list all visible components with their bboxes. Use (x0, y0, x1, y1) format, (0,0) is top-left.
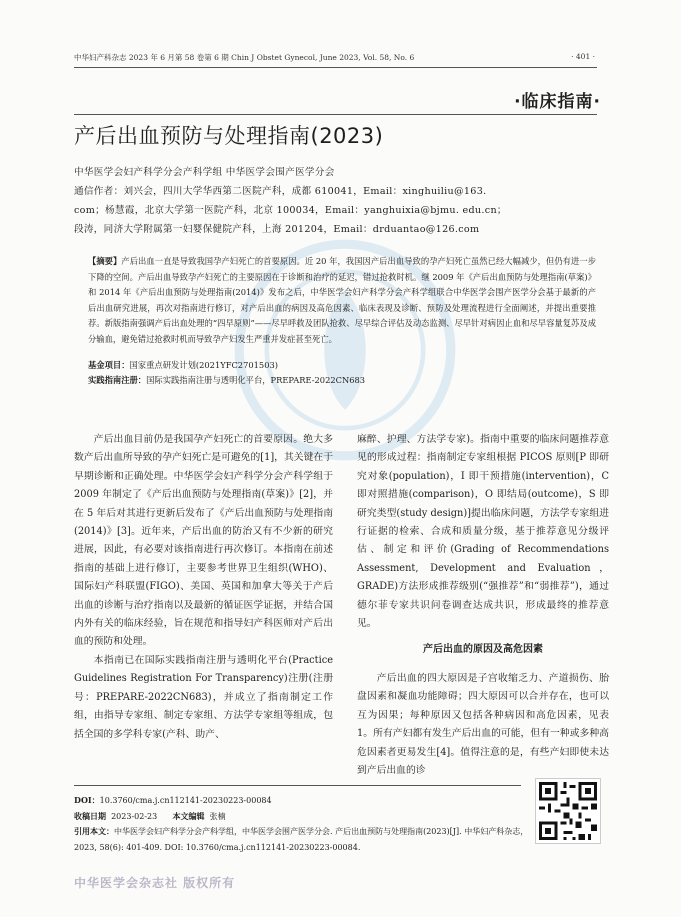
body-column-left (74, 431, 333, 744)
abstract (88, 254, 596, 348)
registration-value: 国际实践指南注册与透明化平台，PREPARE-2022CN683 (146, 375, 366, 386)
author-block (74, 163, 604, 239)
received-label: 收稿日期 (74, 810, 106, 821)
section-heading: 产后出血的原因及高危因素 (423, 644, 543, 656)
funding-label: 基金项目： (88, 360, 130, 370)
funding-value: 国家重点研发计划(2021YFC2701503) (129, 360, 278, 370)
registration-label: 实践指南注册： (88, 375, 147, 386)
author-line: com；杨慧霞，北京大学第一医院产科，北京 100034，Email：yanghuixia@bjmu. edu.cn； (74, 205, 507, 216)
footnote-block (74, 793, 529, 855)
funding-block (88, 358, 596, 389)
body-paragraph: 产后出血的四大原因是子宫收缩乏力、产道损伤、胎盘因素和凝血功能障碍；四大原因可以合并存在，也可以互为因果；每种原因又包括各种病因和高危因素，见表 1。所有产妇都有发生产后出血的可能，但有一种或多种高危因素者更易发生[4]。值得注意的是，有些产妇即使未达到产后出血的诊 (357, 672, 609, 776)
header-rule (74, 67, 597, 68)
title-rule (74, 114, 597, 115)
journal-header: 中华妇产科杂志 2023 年 6 月第 58 卷第 6 期 Chin J Obstet Gynecol, June 2023, Vol. 58, No. 6 (74, 53, 415, 62)
doi-label: DOI： (74, 795, 100, 805)
editor-name: 张楠 (209, 811, 226, 821)
page-number: · 401 · (571, 52, 595, 61)
citation-text: 中华医学会妇产科学分会产科学组，中华医学会围产医学分会. 产后出血预防与处理指南(2023)[J]. 中华妇产科杂志，2023, 58(6): 401-409. DOI: 10.3760/cma.j.cn112141-20230223-00084. (74, 827, 529, 852)
author-line: 通信作者：刘兴会，四川大学华西第二医院产科，成都 610041，Email：xinghuiliu@163. (74, 186, 487, 197)
doi-link[interactable]: 10.3760/cma.j.cn112141-20230223-00084 (99, 796, 272, 805)
body-column-right (357, 431, 609, 780)
body-paragraph: 麻醉、护理、方法学专家)。指南中重要的临床问题推荐意见的形成过程：指南制定专家组根据 PICOS 原则[P 即研究对象(population)，I 即干预措施(intervention)，C 即对照措施(comparison)，O 即结局(outcome)，S 即研究类型(study design)]提出临床问题，方法学专家组进行证据的检索、合成和质量分级，基于推荐意见分级评估、制定和评价(Grading of Recommendations Assessment, Development and Evaluation，GRADE)方法形成推荐级别(“强推荐”和“弱推荐”)，通过德尔菲专家共识问卷调查达成共识，形成最终的推荐意见。 (357, 434, 609, 630)
abstract-label: 【摘要】 (88, 256, 122, 266)
author-line: 段涛，同济大学附属第一妇婴保健院产科，上海 201204，Email：drduantao@126.com (74, 224, 480, 235)
article-title: 产后出血预防与处理指南(2023) (74, 124, 384, 148)
abstract-text: 产后出血一直是导致我国孕产妇死亡的首要原因。近 20 年，我国因产后出血导致的孕产妇死亡虽然已经大幅减少，但仍有进一步下降的空间。产后出血导致孕产妇死亡的主要原因在于诊断和治疗的延迟，错过抢救时机。继 2009 年《产后出血预防与处理指南(草案)》和 2014 年《产后出血预防与处理指南(2014)》发布之后，中华医学会妇产科学分会产科学组联合中华医学会围产医学分会基于最新的产后出血研究进展，再次对指南进行修订，对产后出血的病因及高危因素、临床表现及诊断、预防及处理流程进行全面阐述，并提出重要推荐。新版指南强调产后出血处理的“四早原则”——尽早呼救及团队抢救、尽早综合评估及动态监测、尽早针对病因止血和尽早容量复苏及成分输血，避免错过抢救时机而导致孕产妇发生严重并发症甚至死亡。 (88, 256, 596, 344)
body-paragraph: 本指南已在国际实践指南注册与透明化平台(Practice Guidelines Registration For Transparency)注册(注册号：PREPARE-2022CN683)，并成立了指南制定工作组，由指导专家组、制定专家组、方法学专家组等组成，包括全国的多学科专家(产科、助产、 (74, 654, 333, 740)
body-paragraph: 产后出血目前仍是我国孕产妇死亡的首要原因。绝大多数产后出血所导致的孕产妇死亡是可避免的[1]，其关键在于早期诊断和正确处理。中华医学会妇产科学分会产科学组于 2009 年制定了《产后出血预防与处理指南(草案)》[2]，并在 5 年后对其进行更新后发布了《产后出血预防与处理指南(2014)》[3]。近年来，产后出血的防治又有不少新的研究进展，因此，有必要对该指南进行再次修订。本指南在前述指南的基础上进行修订，主要参考世界卫生组织(WHO)、国际妇产科联盟(FIGO)、美国、英国和加拿大等关于产后出血的诊断与治疗指南以及最新的循证医学证据，并结合国内外有关的临床经验，旨在规范和指导妇产科医师对产后出血的预防和处理。 (74, 434, 333, 648)
citation-label: 引用本文： (74, 826, 114, 836)
received-date: 2023-02-23 (111, 811, 158, 821)
publisher-watermark: 中华医学会杂志社 版权所有 (74, 876, 236, 890)
qr-code-icon[interactable] (535, 778, 601, 844)
editor-label: 本文编辑 (172, 810, 205, 821)
footnote-rule (74, 785, 521, 786)
section-tag: ·临床指南· (514, 92, 601, 112)
author-line: 中华医学会妇产科学分会产科学组 中华医学会围产医学分会 (74, 167, 335, 178)
